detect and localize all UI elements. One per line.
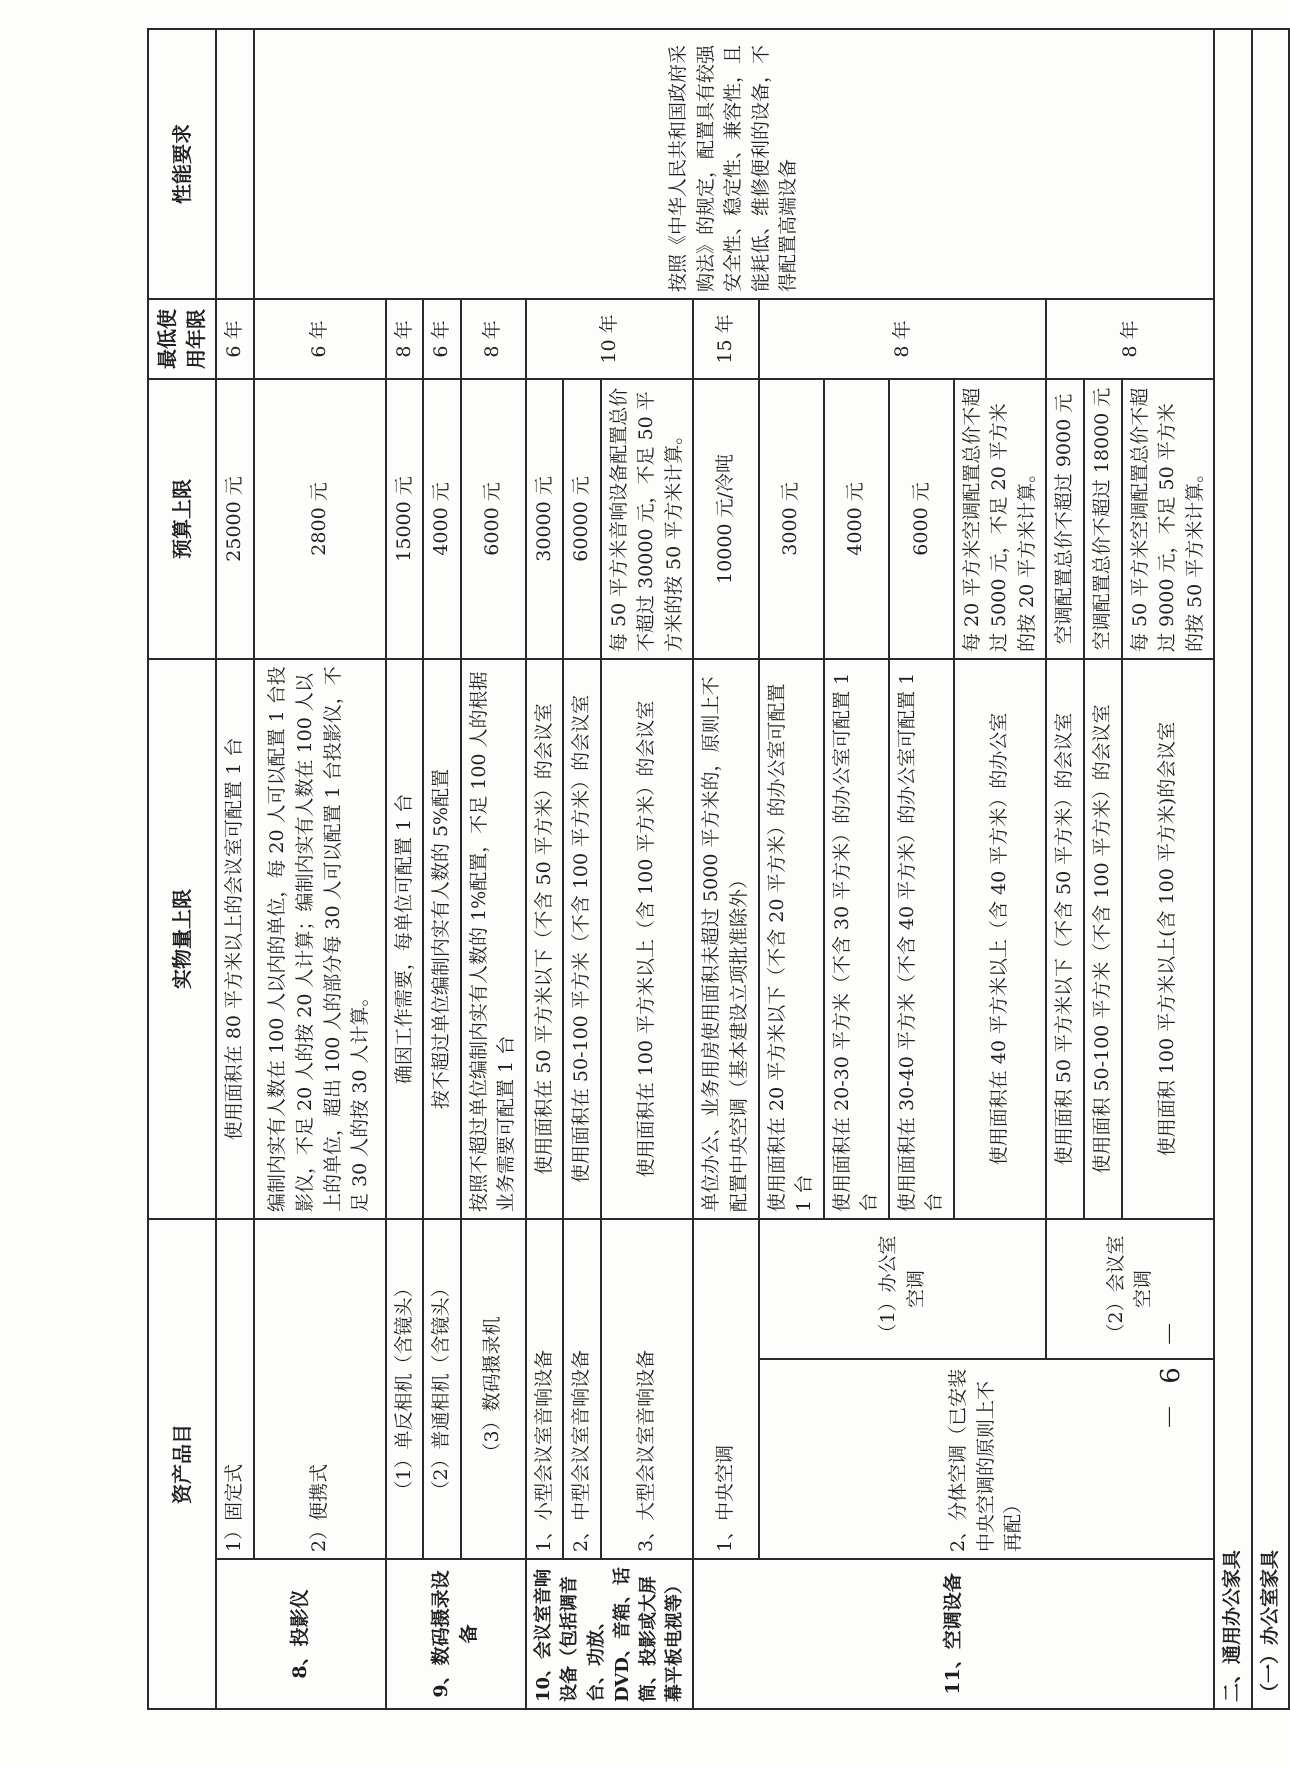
- item-name: （3）数码摄录机: [461, 1219, 526, 1559]
- years-cell: 15 年: [693, 299, 758, 379]
- budget-cell: 4000 元: [423, 379, 461, 659]
- header-item: 资产品目: [148, 1219, 216, 1709]
- years-cell: 6 年: [216, 299, 254, 379]
- table-row: [216, 29, 254, 1709]
- budget-cell: 15000 元: [386, 379, 424, 659]
- section-row: [1252, 29, 1290, 1709]
- qty-cell: 按照不超过单位编制内实有人数的 1%配置，不足 100 人的根据业务需要可配置 1 台: [461, 659, 526, 1219]
- item-name: （2）普通相机（含镜头）: [423, 1219, 461, 1559]
- qty-cell: 使用面积在 50 平方米以下（不含 50 平方米）的会议室: [526, 659, 564, 1219]
- item-name: （1）单反相机（含镜头）: [386, 1219, 424, 1559]
- qty-cell: 使用面积在 100 平方米以上（含 100 平方米）的会议室: [601, 659, 694, 1219]
- years-cell: 8 年: [461, 299, 526, 379]
- budget-cell: 10000 元/冷吨: [693, 379, 758, 659]
- years-cell: 8 年: [759, 299, 1047, 379]
- years-cell: 8 年: [1046, 299, 1214, 379]
- item-meeting-ac: （2）会议室空调: [1046, 1219, 1214, 1359]
- qty-cell: 使用面积在 40 平方米以上（含 40 平方米）的办公室: [954, 659, 1047, 1219]
- header-budget: 预算上限: [148, 379, 216, 659]
- perf-cell-empty: [216, 29, 254, 299]
- years-cell: 8 年: [386, 299, 424, 379]
- rotated-table-block: [147, 30, 1281, 1710]
- qty-cell: 编制内实有人数在 100 人以内的单位，每 20 人可以配置 1 台投影仪，不足 20 人的按 20 人计算；编制内实有人数在 100 人以上的单位，超出 100 人的部分每 30 人可以配置 1 台投影仪，不足 30 人的按 30 人计算。: [254, 659, 386, 1219]
- budget-cell: 25000 元: [216, 379, 254, 659]
- budget-cell: 30000 元: [526, 379, 564, 659]
- asset-standard-table: [147, 28, 1290, 1710]
- years-cell: 6 年: [423, 299, 461, 379]
- qty-cell: 使用面积在 20-30 平方米（不含 30 平方米）的办公室可配置 1 台: [824, 659, 889, 1219]
- item-split-ac: 2、分体空调（已安装中央空调的原则上不再配）: [759, 1359, 1215, 1559]
- qty-cell: 使用面积 50 平方米以下（不含 50 平方米）的会议室: [1046, 659, 1084, 1219]
- item-name: 1）固定式: [216, 1219, 254, 1559]
- item-name: 1、中央空调: [693, 1219, 758, 1559]
- years-cell: 6 年: [254, 299, 386, 379]
- category-projector: 8、投影仪: [216, 1559, 386, 1709]
- qty-cell: 使用面积在 80 平方米以上的会议室可配置 1 台: [216, 659, 254, 1219]
- budget-cell: 空调配置总价不超过 18000 元: [1084, 379, 1122, 659]
- header-years: 最低使用年限: [148, 299, 216, 379]
- budget-cell: 3000 元: [759, 379, 824, 659]
- budget-cell: 每 20 平方米空调配置总价不超过 5000 元，不足 20 平方米的按 20 平方米计算。: [954, 379, 1047, 659]
- header-row: [148, 29, 216, 1709]
- section-title: 二、通用办公家具: [1214, 29, 1252, 1709]
- qty-cell: 单位办公、业务用房使用面积未超过 5000 平方米的，原则上不配置中央空调（基本建设立项批准除外）: [693, 659, 758, 1219]
- subsection-title: （一）办公室家具: [1252, 29, 1290, 1709]
- years-cell: 10 年: [526, 299, 694, 379]
- category-ac: 11、空调设备: [693, 1559, 1214, 1709]
- qty-cell: 使用面积 100 平方米以上(含 100 平方米)的会议室: [1122, 659, 1215, 1219]
- category-audio: 10、会议室音响设备（包括调音台、功放、DVD、音箱、话筒、投影或大屏幕平板电视等）: [526, 1559, 694, 1709]
- budget-cell: 2800 元: [254, 379, 386, 659]
- perf-requirements: 按照《中华人民共和国政府采购法》的规定，配置具有较强安全性、稳定性、兼容性，且能耗低、维修便利的设备，不得配置高端设备: [254, 29, 1215, 299]
- header-qty: 实物量上限: [148, 659, 216, 1219]
- qty-cell: 确因工作需要，每单位可配置 1 台: [386, 659, 424, 1219]
- budget-cell: 每 50 平方米空调配置总价不超过 9000 元，不足 50 平方米的按 50 平方米计算。: [1122, 379, 1215, 659]
- budget-cell: 6000 元: [889, 379, 954, 659]
- item-name: 1、小型会议室音响设备: [526, 1219, 564, 1559]
- page-number: － 6 －: [1156, 1314, 1186, 1430]
- budget-cell: 每 50 平方米音响设备配置总价不超过 30000 元，不足 50 平方米的按 50 平方米计算。: [601, 379, 694, 659]
- section-row: [1214, 29, 1252, 1709]
- qty-cell: 使用面积在 50-100 平方米（不含 100 平方米）的会议室: [563, 659, 601, 1219]
- table-row: [254, 29, 386, 1709]
- category-camera: 9、数码摄录设备: [386, 1559, 526, 1709]
- budget-cell: 4000 元: [824, 379, 889, 659]
- item-name: 2、中型会议室音响设备: [563, 1219, 601, 1559]
- qty-cell: 按不超过单位编制内实有人数的 5%配置: [423, 659, 461, 1219]
- budget-cell: 6000 元: [461, 379, 526, 659]
- budget-cell: 空调配置总价不超过 9000 元: [1046, 379, 1084, 659]
- qty-cell: 使用面积 50-100 平方米（不含 100 平方米）的会议室: [1084, 659, 1122, 1219]
- header-perf: 性能要求: [148, 29, 216, 299]
- item-name: 2）便携式: [254, 1219, 386, 1559]
- item-name: 3、大型会议室音响设备: [601, 1219, 694, 1559]
- item-office-ac: （1）办公室空调: [759, 1219, 1047, 1359]
- qty-cell: 使用面积在 20 平方米以下（不含 20 平方米）的办公室可配置 1 台: [759, 659, 824, 1219]
- qty-cell: 使用面积在 30-40 平方米（不含 40 平方米）的办公室可配置 1 台: [889, 659, 954, 1219]
- budget-cell: 60000 元: [563, 379, 601, 659]
